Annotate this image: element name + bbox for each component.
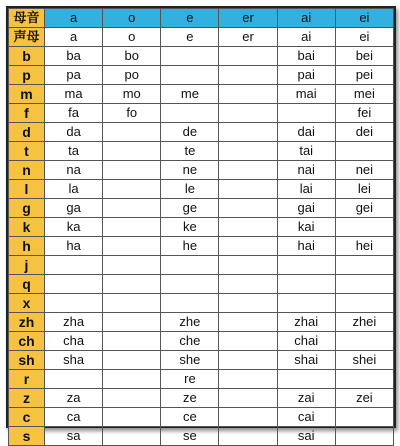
table-row [9, 275, 394, 294]
syllable-cell: he [161, 237, 219, 256]
table-row [9, 199, 394, 218]
syllable-cell [103, 180, 161, 199]
initial-cell: z [9, 389, 45, 408]
syllable-cell [103, 123, 161, 142]
syllable-cell [335, 218, 393, 237]
table-row [9, 237, 394, 256]
syllable-cell [103, 408, 161, 427]
table-row [9, 47, 394, 66]
syllable-cell: zha [45, 313, 103, 332]
syllable-cell [103, 370, 161, 389]
syllable-cell: lai [277, 180, 335, 199]
initial-cell: ch [9, 332, 45, 351]
table-row [9, 85, 394, 104]
syllable-cell: ta [45, 142, 103, 161]
final-plain-ei: ei [335, 28, 393, 47]
syllable-cell [335, 408, 393, 427]
initial-cell: p [9, 66, 45, 85]
initial-cell: x [9, 294, 45, 313]
syllable-cell: sha [45, 351, 103, 370]
syllable-cell [219, 294, 277, 313]
syllable-cell [103, 199, 161, 218]
syllable-cell [219, 142, 277, 161]
table-row [9, 142, 394, 161]
syllable-cell: sai [277, 427, 335, 446]
syllable-cell: tai [277, 142, 335, 161]
syllable-cell: ha [45, 237, 103, 256]
syllable-cell: hai [277, 237, 335, 256]
syllable-cell [335, 370, 393, 389]
syllable-cell: po [103, 66, 161, 85]
final-plain-ai: ai [277, 28, 335, 47]
table-row [9, 294, 394, 313]
syllable-cell [161, 294, 219, 313]
syllable-cell: ca [45, 408, 103, 427]
initial-cell: r [9, 370, 45, 389]
syllable-cell: pei [335, 66, 393, 85]
syllable-cell: fei [335, 104, 393, 123]
syllable-cell: ma [45, 85, 103, 104]
initial-cell: j [9, 256, 45, 275]
table-row [9, 218, 394, 237]
syllable-cell: mo [103, 85, 161, 104]
table-row [9, 256, 394, 275]
final-header-a: a [45, 9, 103, 28]
syllable-cell: lei [335, 180, 393, 199]
syllable-cell: sa [45, 427, 103, 446]
syllable-cell [335, 256, 393, 275]
syllable-cell [219, 199, 277, 218]
syllable-cell: se [161, 427, 219, 446]
finals-header-row [9, 9, 394, 28]
syllable-cell [45, 370, 103, 389]
syllable-cell [219, 47, 277, 66]
initial-cell: zh [9, 313, 45, 332]
initial-cell: k [9, 218, 45, 237]
table-row [9, 389, 394, 408]
initial-cell: f [9, 104, 45, 123]
initial-cell: l [9, 180, 45, 199]
syllable-cell [219, 256, 277, 275]
syllable-cell: de [161, 123, 219, 142]
final-header-e: e [161, 9, 219, 28]
syllable-cell: chai [277, 332, 335, 351]
final-plain-er: er [219, 28, 277, 47]
syllable-cell [219, 408, 277, 427]
syllable-cell: nei [335, 161, 393, 180]
syllable-cell [161, 47, 219, 66]
syllable-cell: pai [277, 66, 335, 85]
syllable-cell: te [161, 142, 219, 161]
syllable-cell [277, 104, 335, 123]
syllable-cell: bei [335, 47, 393, 66]
final-plain-o: o [103, 28, 161, 47]
pinyin-table [8, 8, 394, 446]
syllable-cell [219, 332, 277, 351]
syllable-cell: le [161, 180, 219, 199]
syllable-cell [219, 427, 277, 446]
syllable-cell [219, 275, 277, 294]
table-row [9, 370, 394, 389]
syllable-cell: mei [335, 85, 393, 104]
syllable-cell: za [45, 389, 103, 408]
syllable-cell [335, 275, 393, 294]
syllable-cell: zhai [277, 313, 335, 332]
syllable-cell [335, 332, 393, 351]
syllable-cell [103, 256, 161, 275]
syllable-cell [161, 104, 219, 123]
final-plain-e: e [161, 28, 219, 47]
syllable-cell [219, 123, 277, 142]
initial-cell: sh [9, 351, 45, 370]
initial-cell: s [9, 427, 45, 446]
syllable-cell [277, 370, 335, 389]
syllable-cell [45, 275, 103, 294]
initial-cell: d [9, 123, 45, 142]
syllable-cell: che [161, 332, 219, 351]
syllable-cell [219, 370, 277, 389]
syllable-cell: na [45, 161, 103, 180]
subheader-label: 声母 [9, 28, 45, 47]
syllable-cell: ka [45, 218, 103, 237]
syllable-cell: zei [335, 389, 393, 408]
syllable-cell [103, 351, 161, 370]
syllable-cell: zhei [335, 313, 393, 332]
syllable-cell: zhe [161, 313, 219, 332]
finals-plain-row [9, 28, 394, 47]
syllable-cell [103, 427, 161, 446]
table-row [9, 427, 394, 446]
syllable-cell: cai [277, 408, 335, 427]
final-header-o: o [103, 9, 161, 28]
syllable-cell: dei [335, 123, 393, 142]
syllable-cell [161, 66, 219, 85]
syllable-cell [219, 313, 277, 332]
syllable-cell: me [161, 85, 219, 104]
syllable-cell: gai [277, 199, 335, 218]
syllable-cell [277, 256, 335, 275]
syllable-cell [219, 351, 277, 370]
syllable-cell [103, 237, 161, 256]
syllable-cell: ce [161, 408, 219, 427]
syllable-cell [277, 294, 335, 313]
syllable-cell: ne [161, 161, 219, 180]
syllable-cell: re [161, 370, 219, 389]
syllable-cell [219, 104, 277, 123]
final-plain-a: a [45, 28, 103, 47]
syllable-cell: ge [161, 199, 219, 218]
syllable-cell [161, 256, 219, 275]
initial-cell: g [9, 199, 45, 218]
table-row [9, 313, 394, 332]
syllable-cell: nai [277, 161, 335, 180]
table-row [9, 408, 394, 427]
final-header-er: er [219, 9, 277, 28]
syllable-cell: cha [45, 332, 103, 351]
corner-label: 母音 [9, 9, 45, 28]
syllable-cell [103, 218, 161, 237]
syllable-cell [219, 180, 277, 199]
table-row [9, 332, 394, 351]
table-row [9, 180, 394, 199]
syllable-cell: shai [277, 351, 335, 370]
syllable-cell [103, 389, 161, 408]
syllable-cell: ga [45, 199, 103, 218]
syllable-cell [45, 256, 103, 275]
table-row [9, 161, 394, 180]
initial-cell: m [9, 85, 45, 104]
syllable-cell: ba [45, 47, 103, 66]
syllable-cell: bo [103, 47, 161, 66]
syllable-cell: ze [161, 389, 219, 408]
syllable-cell: fa [45, 104, 103, 123]
syllable-cell [335, 142, 393, 161]
initial-cell: n [9, 161, 45, 180]
syllable-cell: kai [277, 218, 335, 237]
initial-cell: h [9, 237, 45, 256]
syllable-cell [219, 161, 277, 180]
syllable-cell [219, 389, 277, 408]
syllable-cell [219, 85, 277, 104]
syllable-cell [277, 275, 335, 294]
table-row [9, 351, 394, 370]
table-row [9, 123, 394, 142]
syllable-cell [219, 218, 277, 237]
initial-cell: b [9, 47, 45, 66]
syllable-cell: gei [335, 199, 393, 218]
table-row [9, 104, 394, 123]
syllable-cell: hei [335, 237, 393, 256]
syllable-cell [45, 294, 103, 313]
syllable-cell [103, 313, 161, 332]
initial-cell: t [9, 142, 45, 161]
syllable-cell: mai [277, 85, 335, 104]
syllable-cell [219, 237, 277, 256]
initial-cell: c [9, 408, 45, 427]
syllable-cell: la [45, 180, 103, 199]
syllable-cell [103, 161, 161, 180]
syllable-cell [335, 294, 393, 313]
syllable-cell: ke [161, 218, 219, 237]
syllable-cell [219, 66, 277, 85]
final-header-ai: ai [277, 9, 335, 28]
syllable-cell [103, 142, 161, 161]
syllable-cell [335, 427, 393, 446]
syllable-cell: shei [335, 351, 393, 370]
syllable-cell [103, 294, 161, 313]
syllable-cell: she [161, 351, 219, 370]
syllable-cell: da [45, 123, 103, 142]
syllable-cell [103, 275, 161, 294]
initial-cell: q [9, 275, 45, 294]
syllable-cell: dai [277, 123, 335, 142]
syllable-cell: pa [45, 66, 103, 85]
syllable-cell: bai [277, 47, 335, 66]
syllable-cell: zai [277, 389, 335, 408]
syllable-cell [103, 332, 161, 351]
pinyin-table-frame [6, 6, 396, 444]
syllable-cell: fo [103, 104, 161, 123]
syllable-cell [161, 275, 219, 294]
final-header-ei: ei [335, 9, 393, 28]
table-row [9, 66, 394, 85]
